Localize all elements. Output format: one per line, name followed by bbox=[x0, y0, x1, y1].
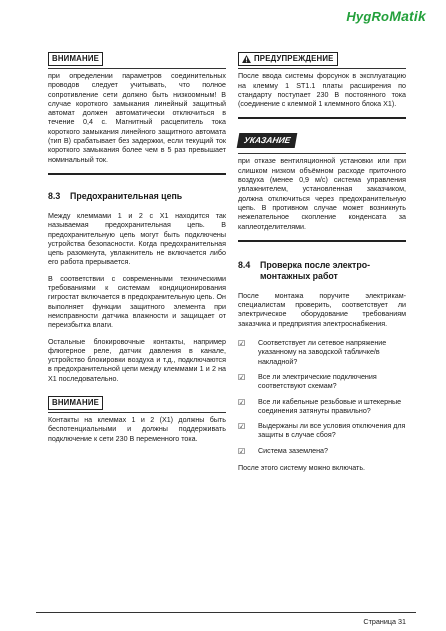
attention-label: ВНИМАНИЕ bbox=[48, 52, 103, 66]
paragraph: Остальные блокировочные контакты, например флюгерное реле, датчик давления в канале, устройство блокировки воздуха и т.д., подключаются в предохранительной цепи между клеммами 1 и 2 на X1 последовательно. bbox=[48, 337, 226, 383]
note-end-rule bbox=[238, 240, 406, 242]
checkbox-icon: ☑ bbox=[238, 446, 246, 456]
checklist-item: ☑ Все ли электрические подключения соответствуют схемам? bbox=[238, 372, 377, 391]
note-end-rule bbox=[48, 173, 226, 175]
note-divider bbox=[238, 153, 406, 154]
right-column bbox=[238, 52, 406, 480]
attention-text: Контакты на клеммах 1 и 2 (X1) должны быть беспотенциальными и должны поддерживать подключение к сети 230 В переменного тока. bbox=[48, 416, 226, 443]
paragraph: В соответствии с современными техническими требованиями к системам кондиционирования гигростат включается в предохранительную цепь. Он выполняет функции защитного элемента при неисправности датчика влажности и защищает от переизбытка влаги. bbox=[48, 274, 226, 330]
section-heading-8-3: 8.3 Предохранительная цепь bbox=[48, 190, 183, 201]
checklist-item: ☑ Система заземлена? bbox=[238, 446, 329, 456]
note-tag: УКАЗАНИЕ bbox=[237, 133, 298, 148]
checklist-item: ☑ Все ли кабельные резьбовые и штекерные соединения затянуты правильно? bbox=[238, 397, 402, 415]
warning-icon bbox=[242, 55, 251, 63]
footer-rule bbox=[36, 612, 416, 613]
checklist-item: ☑ Выдержаны ли все условия отключения для защиты в случае сбоя? bbox=[238, 422, 406, 440]
note-divider bbox=[48, 412, 226, 413]
checklist-item: ☑ Соответствует ли сетевое напряжение указанному на заводской табличке/в накладной? bbox=[238, 339, 387, 366]
note-text: при отказе вентиляционной установки или при слишком низком объёмном расходе приточного воздуха (менее 0,9 м/с) система управления увлажнителем, установленная заказчиком, должна отключиться через предохранительную цепь. В противном случае может возникнуть нежелательное скопление конденсата за каплеотделителями. bbox=[238, 157, 406, 231]
section-heading-8-4: 8.4 Проверка после электро-монтажных работ bbox=[238, 259, 371, 281]
note-end-rule bbox=[238, 117, 406, 119]
checkbox-icon: ☑ bbox=[238, 339, 246, 349]
paragraph: После этого систему можно включать. bbox=[238, 464, 366, 473]
checkbox-icon: ☑ bbox=[238, 397, 246, 407]
attention-label: ВНИМАНИЕ bbox=[48, 396, 103, 410]
note-divider bbox=[48, 68, 226, 69]
paragraph: После монтажа поручите электрикам-специалистам проверить, соответствует ли электрическое оборудование требованиям заказчика и предприятия электроснабжения. bbox=[238, 291, 406, 328]
paragraph: Между клеммами 1 и 2 с X1 находится так называемая предохранительная цепь. В предохранительную цепь могут быть подключены устройства безопасности. Когда предохранительная цепь разомкнута, увлажнитель не включается либо его работа прерывается. bbox=[48, 211, 226, 267]
warning-label: ПРЕДУПРЕЖДЕНИЕ bbox=[238, 52, 338, 66]
checklist bbox=[238, 339, 406, 456]
hygromatik-logo: HygRoMatik bbox=[346, 8, 426, 24]
note-divider bbox=[238, 68, 406, 69]
checkbox-icon: ☑ bbox=[238, 422, 246, 432]
attention-text: при определении параметров соединительных проводов следует учитывать, что полное сопротивление сети должно быть низкоомным! В случае короткого замыкания линейный защитный автомат должен автоматически отключиться в течение 0,4 с. Магнитный расцепитель тока короткого замыкания линейного защитного автомата (тип B) срабатывает без задержки, если текущий ток короткого замыкания более чем в 5 раз превышает номинальный ток. bbox=[48, 72, 226, 164]
page-number: Страница 31 bbox=[363, 617, 406, 626]
checkbox-icon: ☑ bbox=[238, 372, 246, 382]
warning-text: После ввода системы форсунок в эксплуатацию на клемму 1 ST1.1 платы расширения по стандарту поступает 230 В постоянного тока (соединение с клеммой 1 клеммного блока X1). bbox=[238, 72, 406, 109]
left-column bbox=[48, 52, 226, 451]
